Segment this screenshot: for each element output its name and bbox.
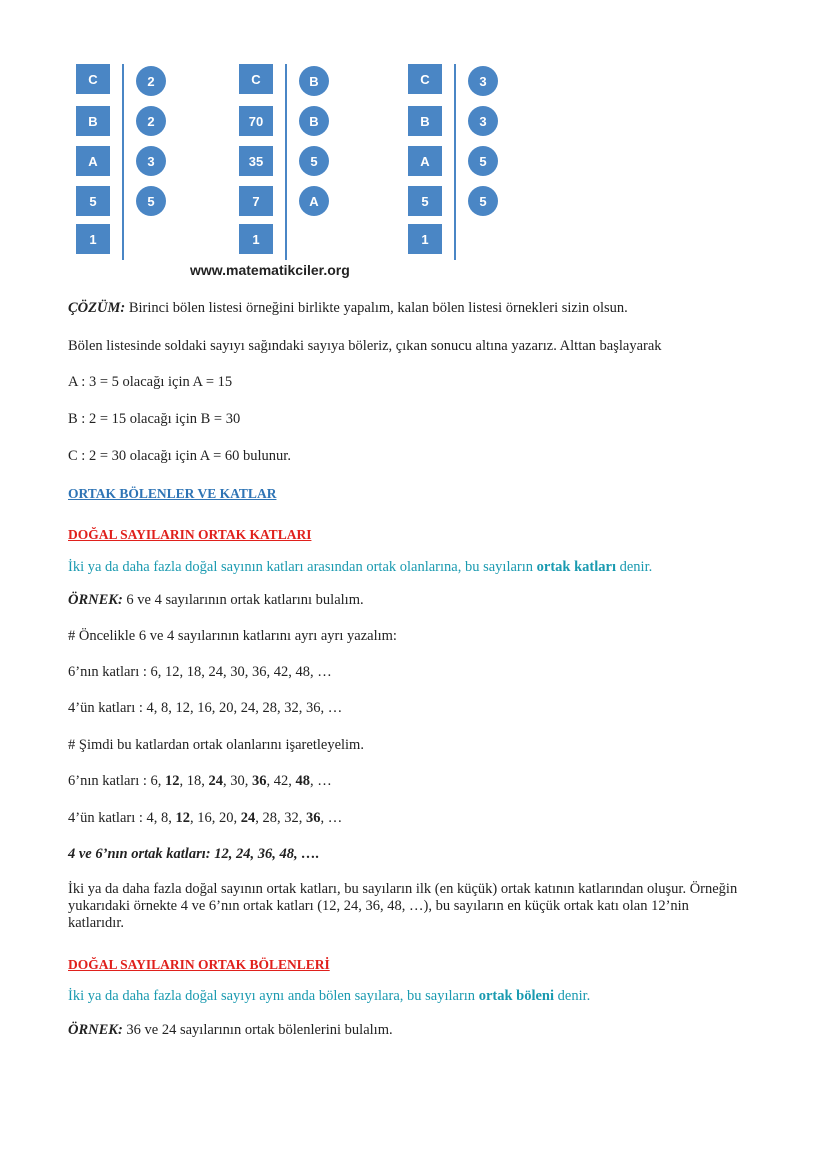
divisor-circle: 3 — [136, 146, 166, 176]
six-multiples: 6’nın katları : 6, 12, 18, 24, 30, 36, 42, 48, … — [68, 664, 332, 680]
definition-text: denir. — [554, 988, 591, 1004]
solution-label: ÇÖZÜM: — [68, 300, 126, 316]
multiples-example — [68, 592, 364, 609]
solution-intro-text: Birinci bölen listesi örneğini birlikte yapalım, kalan bölen listesi örnekleri sizin olsun. — [125, 300, 628, 316]
example-text: 36 ve 24 sayılarının ortak bölenlerini bulalım. — [122, 1022, 393, 1038]
divisor-circle: 3 — [468, 66, 498, 96]
value-box: 1 — [408, 224, 442, 254]
example-label: ÖRNEK: — [68, 592, 123, 608]
example-label: ÖRNEK: — [68, 1022, 123, 1038]
divisors-definition — [68, 988, 590, 1005]
definition-text: İki ya da daha fazla doğal sayıyı aynı anda bölen sayılara, bu sayıların — [68, 988, 479, 1004]
six-multiples-marked: 6’nın katları : 6, 12, 18, 24, 30, 36, 42, 48, … — [68, 773, 332, 789]
section-heading: ORTAK BÖLENLER VE KATLAR — [68, 486, 277, 501]
value-box: B — [76, 106, 110, 136]
site-watermark: www.matematikciler.org — [190, 262, 350, 278]
divisor-circle: 2 — [136, 66, 166, 96]
value-box: C — [239, 64, 273, 94]
divisor-circle: 2 — [136, 106, 166, 136]
multiples-step-1: # Öncelikle 6 ve 4 sayılarının katlarını ayrı ayrı yazalım: — [68, 628, 397, 644]
divisor-circle: 5 — [468, 186, 498, 216]
value-box: 7 — [239, 186, 273, 216]
definition-term: ortak böleni — [478, 988, 555, 1004]
solution-step-b: B : 2 = 15 olacağı için B = 30 — [68, 411, 241, 427]
divisor-circle: 3 — [468, 106, 498, 136]
solution-step-c: C : 2 = 30 olacağı için A = 60 bulunur. — [68, 448, 291, 464]
solution-method: Bölen listesinde soldaki sayıyı sağındaki sayıya böleriz, çıkan sonucu altına yazarız. Alttan başlayarak — [68, 338, 662, 354]
divisors-heading: DOĞAL SAYILARIN ORTAK BÖLENLERİ — [68, 957, 330, 972]
multiples-step-2: # Şimdi bu katlardan ortak olanlarını işaretleyelim. — [68, 737, 364, 753]
divisor-list-3 — [408, 64, 508, 264]
value-box: 70 — [239, 106, 273, 136]
divisor-list-2 — [239, 64, 339, 264]
value-box: 1 — [239, 224, 273, 254]
value-box: B — [408, 106, 442, 136]
solution-step-a: A : 3 = 5 olacağı için A = 15 — [68, 374, 233, 390]
value-box: 35 — [239, 146, 273, 176]
value-box: C — [76, 64, 110, 94]
divider-line — [122, 64, 124, 260]
divisor-list-1 — [76, 64, 176, 264]
common-multiples-result: 4 ve 6’nın ortak katları: 12, 24, 36, 48, …. — [68, 846, 320, 862]
divisor-circle: B — [299, 106, 329, 136]
divisor-circle: A — [299, 186, 329, 216]
value-box: 5 — [76, 186, 110, 216]
divider-line — [285, 64, 287, 260]
value-box: A — [76, 146, 110, 176]
value-box: A — [408, 146, 442, 176]
value-box: C — [408, 64, 442, 94]
four-multiples-marked: 4’ün katları : 4, 8, 12, 16, 20, 24, 28, 32, 36, … — [68, 810, 343, 826]
definition-term: ortak katları — [536, 559, 616, 575]
four-multiples: 4’ün katları : 4, 8, 12, 16, 20, 24, 28, 32, 36, … — [68, 700, 343, 716]
divisor-circle: 5 — [136, 186, 166, 216]
solution-intro — [68, 300, 628, 317]
division-diagram — [76, 64, 506, 264]
multiples-definition — [68, 559, 652, 576]
multiples-heading: DOĞAL SAYILARIN ORTAK KATLARI — [68, 527, 312, 542]
value-box: 1 — [76, 224, 110, 254]
divider-line — [454, 64, 456, 260]
multiples-explanation: İki ya da daha fazla doğal sayının ortak katları, bu sayıların ilk (en küçük) ortak katının katlarından oluşur. Örneğin yukarıdaki örnekte 4 ve 6’nın ortak katları (12, 24, 36, 48, …), bu sayıların en küçük ortak katı olan 12’nin katlarıdır. — [68, 881, 738, 931]
divisors-example — [68, 1022, 393, 1039]
value-box: 5 — [408, 186, 442, 216]
definition-text: denir. — [616, 559, 653, 575]
divisor-circle: 5 — [299, 146, 329, 176]
example-text: 6 ve 4 sayılarının ortak katlarını bulalım. — [122, 592, 364, 608]
divisor-circle: B — [299, 66, 329, 96]
definition-text: İki ya da daha fazla doğal sayının katları arasından ortak olanlarına, bu sayıların — [68, 559, 537, 575]
divisor-circle: 5 — [468, 146, 498, 176]
